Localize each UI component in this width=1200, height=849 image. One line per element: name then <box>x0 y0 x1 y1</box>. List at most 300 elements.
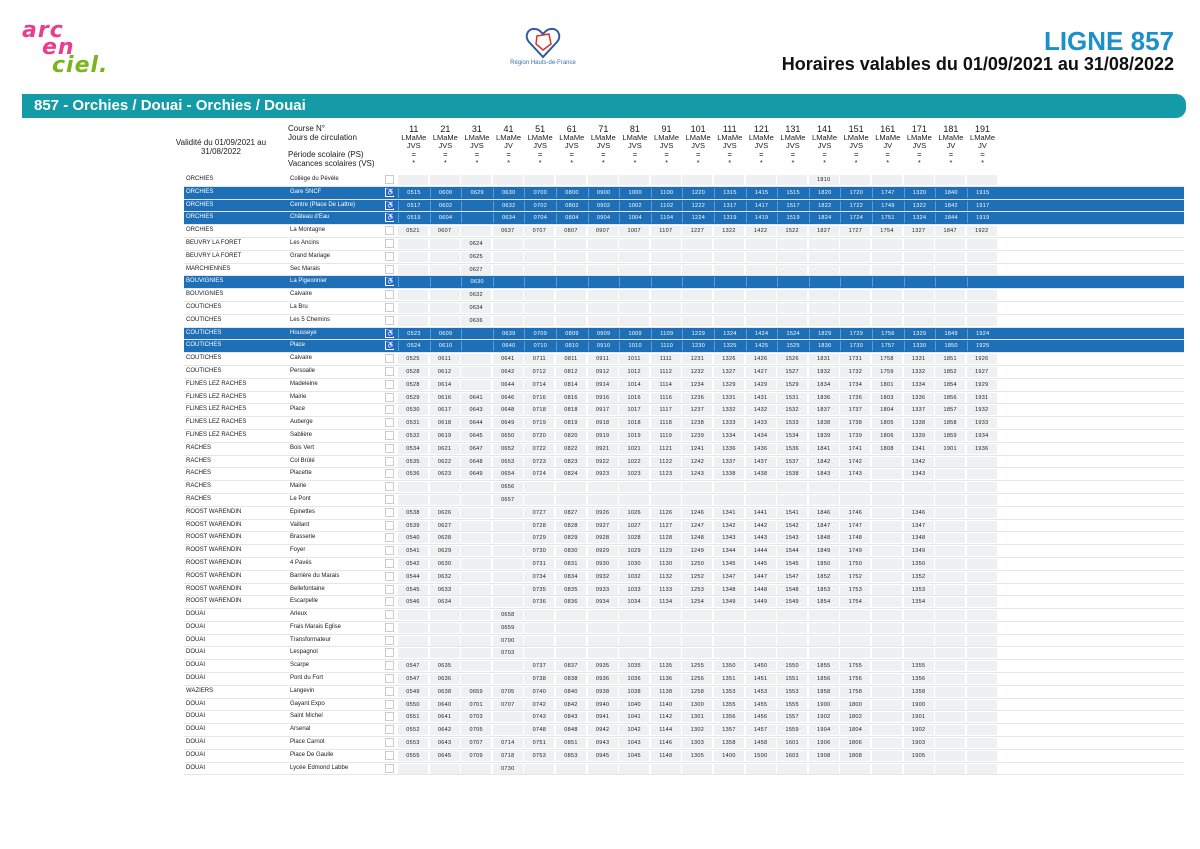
time-cell <box>524 265 554 275</box>
time-cell: 1820 <box>809 188 840 198</box>
time-cell: 0916 <box>588 393 618 403</box>
time-cell: 1850 <box>935 341 966 351</box>
time-cell: 0519 <box>398 213 429 223</box>
table-row <box>184 647 1184 660</box>
time-cell: 0600 <box>430 188 461 198</box>
time-cell: 0534 <box>398 444 428 454</box>
time-cell: 1118 <box>651 418 681 428</box>
course-vs: * <box>728 158 732 167</box>
accessibility-box <box>385 175 394 184</box>
course-column-header <box>556 125 588 168</box>
course-ps: = <box>790 149 796 159</box>
time-cell <box>872 239 902 249</box>
time-cell: 0611 <box>430 354 460 364</box>
city-name: ROOST WARENDIN <box>186 547 242 554</box>
time-cell <box>872 265 902 275</box>
time-cell: 1116 <box>651 393 681 403</box>
time-cell: 1858 <box>809 687 839 697</box>
table-row <box>184 673 1184 686</box>
validity-note: Validité du 01/09/2021 au 31/08/2022 <box>175 138 267 156</box>
time-cell: 0621 <box>430 444 460 454</box>
time-cell <box>967 175 997 185</box>
time-cell: 1023 <box>619 469 649 479</box>
time-cell <box>777 636 807 646</box>
time-cell: 0705 <box>461 725 491 735</box>
stop-name: Le Pont <box>290 495 311 502</box>
time-cell: 1442 <box>746 521 776 531</box>
city-name: DOUAI <box>186 623 206 630</box>
course-ps: = <box>885 149 890 159</box>
time-cell: 1747 <box>840 521 870 531</box>
table-row <box>184 251 1184 264</box>
time-cell: 1840 <box>935 188 966 198</box>
time-cell: 1933 <box>967 418 997 428</box>
time-cell <box>588 636 618 646</box>
time-cell: 1534 <box>777 431 807 441</box>
time-cell: 0632 <box>461 290 491 300</box>
stop-name: Collège du Pévèle <box>290 176 339 182</box>
time-cell: 1032 <box>619 572 649 582</box>
time-cell: 0917 <box>588 405 618 415</box>
time-cell: 0643 <box>430 738 460 748</box>
time-cell <box>746 636 776 646</box>
time-cell: 0748 <box>524 725 554 735</box>
accessibility-box <box>385 316 394 325</box>
accessibility-box <box>385 508 394 517</box>
time-cell: 1525 <box>777 341 808 351</box>
course-column-header <box>651 125 683 168</box>
table-row <box>184 520 1184 533</box>
time-cell: 1325 <box>714 341 745 351</box>
time-cell: 1603 <box>777 751 807 761</box>
time-cell: 0642 <box>430 725 460 735</box>
time-cell <box>493 175 523 185</box>
time-cell: 0942 <box>588 725 618 735</box>
time-cell <box>682 265 712 275</box>
time-cell <box>935 252 965 262</box>
city-name: BOUVIGNIES <box>186 291 224 298</box>
time-cell: 1342 <box>904 457 934 467</box>
time-cell <box>461 533 491 543</box>
course-j: JVS <box>849 141 864 150</box>
time-cell: 0812 <box>556 367 586 377</box>
course-num: 51 <box>535 124 546 134</box>
course-days: LMaMe <box>464 132 490 142</box>
time-cell <box>777 303 807 313</box>
label-jours: Jours de circulation <box>288 132 357 142</box>
city-name: COUTICHES <box>186 342 222 349</box>
table-row <box>184 635 1184 648</box>
time-cell: 0645 <box>461 431 491 441</box>
time-cell <box>651 277 682 287</box>
time-cell: 0927 <box>588 521 618 531</box>
time-cell: 0718 <box>524 405 554 415</box>
time-cell: 1451 <box>746 674 776 684</box>
region-caption: Région Hauts-de-France <box>510 60 576 66</box>
arc-en-ciel-logo <box>22 18 142 78</box>
time-cell: 1455 <box>746 700 776 710</box>
table-row <box>184 724 1184 737</box>
course-num: 91 <box>661 124 672 134</box>
time-cell: 1853 <box>809 585 839 595</box>
time-cell: 1029 <box>619 546 649 556</box>
time-cell: 1112 <box>651 367 681 377</box>
time-cell <box>682 623 712 633</box>
time-cell: 1738 <box>840 418 870 428</box>
time-cell: 0538 <box>398 508 428 518</box>
time-cell <box>493 290 523 300</box>
time-cell: 1114 <box>651 380 681 390</box>
table-row <box>184 622 1184 635</box>
time-cell: 0714 <box>493 738 523 748</box>
stop-name: Lycée Edmond Labbe <box>290 764 349 771</box>
time-cell: 1236 <box>682 393 712 403</box>
time-cell: 0612 <box>430 367 460 377</box>
time-cell <box>556 239 586 249</box>
time-cell <box>904 239 934 249</box>
time-cell: 1009 <box>619 329 650 339</box>
time-cell: 0816 <box>556 393 586 403</box>
city-name: DOUAI <box>186 675 206 682</box>
time-cell: 1742 <box>840 457 870 467</box>
time-cell: 1448 <box>746 585 776 595</box>
time-cell: 0540 <box>398 533 428 543</box>
time-cell <box>524 316 554 326</box>
wheelchair-icon: ♿ <box>386 278 395 286</box>
city-name: COUTICHES <box>186 329 222 336</box>
time-cell: 0837 <box>556 661 586 671</box>
time-cell <box>840 623 870 633</box>
time-cell <box>904 764 934 774</box>
time-cell <box>556 277 587 287</box>
time-cell: 0624 <box>461 239 491 249</box>
time-cell: 1345 <box>714 559 744 569</box>
course-j: JVS <box>722 141 737 150</box>
time-cell: 1034 <box>619 597 649 607</box>
city-name: DOUAI <box>186 751 206 758</box>
time-cell <box>967 764 997 774</box>
time-cell: 0843 <box>556 712 586 722</box>
time-cell: 1905 <box>904 751 934 761</box>
time-cell <box>935 546 965 556</box>
time-cell <box>967 546 997 556</box>
time-cell: 1354 <box>904 597 934 607</box>
time-cell: 1341 <box>714 508 744 518</box>
time-cell: 0851 <box>556 738 586 748</box>
time-cell: 0926 <box>588 508 618 518</box>
time-cell: 1349 <box>904 546 934 556</box>
time-cell: 1331 <box>904 354 934 364</box>
time-cell <box>493 265 523 275</box>
time-cell: 1417 <box>746 201 777 211</box>
time-cell: 1929 <box>967 380 997 390</box>
accessibility-box <box>385 597 394 606</box>
time-cell: 0633 <box>430 585 460 595</box>
time-cell <box>904 175 934 185</box>
time-cell: 0702 <box>524 201 555 211</box>
stop-name: Lespagnol <box>290 649 318 656</box>
city-name: FLINES LEZ RACHES <box>186 393 247 400</box>
time-cell: 1348 <box>714 585 744 595</box>
time-cell: 0704 <box>524 213 555 223</box>
time-cell: 1458 <box>746 738 776 748</box>
time-cell <box>398 623 428 633</box>
course-column-header <box>524 125 556 168</box>
time-cell <box>461 380 491 390</box>
course-num: 11 <box>409 124 419 134</box>
course-num: 131 <box>785 124 801 134</box>
time-cell <box>840 316 870 326</box>
table-row <box>184 750 1184 763</box>
time-cell <box>556 252 586 262</box>
time-cell <box>682 648 712 658</box>
time-cell <box>524 636 554 646</box>
time-cell: 0642 <box>493 367 523 377</box>
course-days: LMaMe <box>559 132 585 142</box>
time-cell: 1332 <box>904 367 934 377</box>
time-cell: 1014 <box>619 380 649 390</box>
time-cell: 0626 <box>430 508 460 518</box>
time-cell: 1544 <box>777 546 807 556</box>
accessibility-box <box>385 648 394 657</box>
time-cell: 1537 <box>777 457 807 467</box>
time-cell <box>682 764 712 774</box>
time-cell <box>524 303 554 313</box>
time-cell: 0830 <box>556 546 586 556</box>
time-cell <box>840 175 870 185</box>
stop-name: Pont du Fort <box>290 675 324 682</box>
time-cell: 0523 <box>398 329 429 339</box>
course-days: LMaMe <box>496 132 522 142</box>
time-cell: 1901 <box>935 444 965 454</box>
time-cell: 1751 <box>872 213 903 223</box>
course-vs: * <box>696 158 700 167</box>
course-num: 21 <box>440 124 451 134</box>
time-cell: 1010 <box>619 341 650 351</box>
time-cell <box>904 636 934 646</box>
time-cell <box>840 265 870 275</box>
time-cell <box>777 277 808 287</box>
time-cell: 0525 <box>398 354 428 364</box>
time-cell: 1419 <box>746 213 777 223</box>
time-cell: 1320 <box>904 188 935 198</box>
time-cell: 1822 <box>809 201 840 211</box>
time-cell: 1258 <box>682 687 712 697</box>
time-cell <box>777 239 807 249</box>
time-cell <box>493 303 523 313</box>
time-cell <box>777 623 807 633</box>
time-cell: 1749 <box>840 546 870 556</box>
time-cell: 1337 <box>904 405 934 415</box>
course-column-header <box>619 125 651 168</box>
time-cell <box>619 648 649 658</box>
time-cell: 0535 <box>398 457 428 467</box>
course-num: 41 <box>503 124 514 134</box>
time-cell: 1806 <box>872 431 902 441</box>
table-row <box>184 340 1184 353</box>
time-cell <box>430 303 460 313</box>
time-cell: 1341 <box>904 444 934 454</box>
time-cell: 1515 <box>777 188 808 198</box>
time-cell <box>935 521 965 531</box>
time-cell <box>809 303 839 313</box>
time-cell: 1843 <box>809 469 839 479</box>
accessibility-box <box>385 495 394 504</box>
time-cell <box>967 674 997 684</box>
time-cell: 1847 <box>935 226 965 236</box>
time-cell: 1334 <box>904 380 934 390</box>
time-cell: 0622 <box>430 457 460 467</box>
table-row <box>184 763 1184 776</box>
stop-name: Calvaire <box>290 291 313 298</box>
logo-text-2: en <box>42 35 75 60</box>
city-name: BOUVIGNIES <box>186 278 224 285</box>
time-cell <box>872 316 902 326</box>
time-cell <box>872 572 902 582</box>
city-name: RACHES <box>186 495 212 502</box>
time-cell: 0827 <box>556 508 586 518</box>
validity-period: Horaires valables du 01/09/2021 au 31/08/2022 <box>781 54 1174 74</box>
course-ps: = <box>853 149 859 159</box>
time-cell: 1324 <box>714 329 745 339</box>
time-cell: 1246 <box>682 508 712 518</box>
time-cell: 0536 <box>398 469 428 479</box>
course-vs: * <box>791 158 795 167</box>
time-cell <box>967 521 997 531</box>
course-vs: * <box>759 158 763 167</box>
time-cell <box>935 585 965 595</box>
time-cell <box>493 508 523 518</box>
time-cell <box>524 764 554 774</box>
stop-name: Les Ancins <box>290 239 320 246</box>
accessibility-box <box>385 482 394 491</box>
time-cell <box>651 175 681 185</box>
course-vs: * <box>475 158 479 167</box>
time-cell: 1036 <box>619 674 649 684</box>
time-cell <box>777 265 807 275</box>
time-cell: 1532 <box>777 405 807 415</box>
time-cell: 1133 <box>651 585 681 595</box>
time-cell: 1356 <box>714 712 744 722</box>
wheelchair-icon: ♿ <box>386 329 395 337</box>
course-ps: = <box>948 149 954 159</box>
time-cell: 1557 <box>777 712 807 722</box>
city-name: BEUVRY LA FORET <box>186 252 242 259</box>
city-name: DOUAI <box>186 700 206 707</box>
accessibility-box <box>385 239 394 248</box>
time-cell: 0707 <box>461 738 491 748</box>
time-cell <box>430 265 460 275</box>
time-cell: 1906 <box>809 738 839 748</box>
time-cell: 1902 <box>809 712 839 722</box>
time-cell <box>430 482 460 492</box>
time-cell: 1922 <box>967 226 997 236</box>
stop-name: Frais Marais Eglise <box>290 623 342 630</box>
time-cell: 1027 <box>619 521 649 531</box>
time-cell: 0653 <box>493 457 523 467</box>
time-cell <box>840 277 871 287</box>
time-cell: 1851 <box>935 354 965 364</box>
time-cell: 0705 <box>493 687 523 697</box>
time-cell <box>746 303 776 313</box>
course-ps: = <box>980 149 985 159</box>
course-ps: = <box>474 149 480 159</box>
time-cell <box>461 482 491 492</box>
time-cell <box>430 636 460 646</box>
time-cell <box>872 712 902 722</box>
time-cell: 1343 <box>904 469 934 479</box>
time-cell: 1352 <box>904 572 934 582</box>
course-days: LMaMe <box>654 132 680 142</box>
time-cell <box>777 764 807 774</box>
time-cell <box>872 725 902 735</box>
time-cell: 1447 <box>746 572 776 582</box>
stop-name: Escarpelle <box>290 598 319 605</box>
time-cell <box>619 265 649 275</box>
time-cell <box>588 175 618 185</box>
stop-name: Epinettes <box>290 508 316 515</box>
course-days: LMaMe <box>780 132 806 142</box>
time-cell: 1934 <box>967 431 997 441</box>
time-cell <box>493 533 523 543</box>
time-cell: 1336 <box>714 444 744 454</box>
time-cell <box>461 585 491 595</box>
course-vs: * <box>823 158 826 167</box>
city-name: MARCHIENNES <box>186 265 231 272</box>
course-column-header <box>588 125 620 168</box>
time-cell <box>809 610 839 620</box>
time-cell: 1722 <box>840 201 871 211</box>
time-cell: 1132 <box>651 572 681 582</box>
time-cell: 0724 <box>524 469 554 479</box>
stop-name: Sablière <box>290 431 313 438</box>
time-cell: 0800 <box>556 188 587 198</box>
time-cell: 1555 <box>777 700 807 710</box>
time-cell: 1252 <box>682 572 712 582</box>
time-cell <box>872 290 902 300</box>
time-cell: 1824 <box>809 213 840 223</box>
wheelchair-icon: ♿ <box>386 342 395 350</box>
time-cell: 1441 <box>746 508 776 518</box>
france-heart-icon <box>523 24 563 60</box>
time-cell: 0632 <box>430 572 460 582</box>
table-row <box>184 187 1184 200</box>
wheelchair-icon: ♿ <box>386 201 395 209</box>
time-cell: 1326 <box>714 354 744 364</box>
time-cell: 1730 <box>840 341 871 351</box>
accessibility-box <box>385 405 394 414</box>
time-cell <box>872 277 903 287</box>
logo-text-3: ciel. <box>52 53 109 78</box>
time-cell: 1334 <box>714 431 744 441</box>
stop-name: Col Brûlé <box>290 457 315 464</box>
time-cell <box>840 303 870 313</box>
time-cell <box>935 764 965 774</box>
city-name: ORCHIES <box>186 214 214 221</box>
time-cell <box>840 648 870 658</box>
accessibility-box <box>385 380 394 389</box>
time-cell: 1122 <box>651 457 681 467</box>
time-cell: 1035 <box>619 661 649 671</box>
time-cell: 1847 <box>809 521 839 531</box>
time-cell: 1349 <box>714 597 744 607</box>
course-days: LMaMe <box>401 132 427 142</box>
time-cell <box>967 277 998 287</box>
time-cell: 1110 <box>651 341 682 351</box>
time-cell: 0823 <box>556 457 586 467</box>
time-cell <box>493 252 523 262</box>
course-ps: = <box>443 149 448 159</box>
